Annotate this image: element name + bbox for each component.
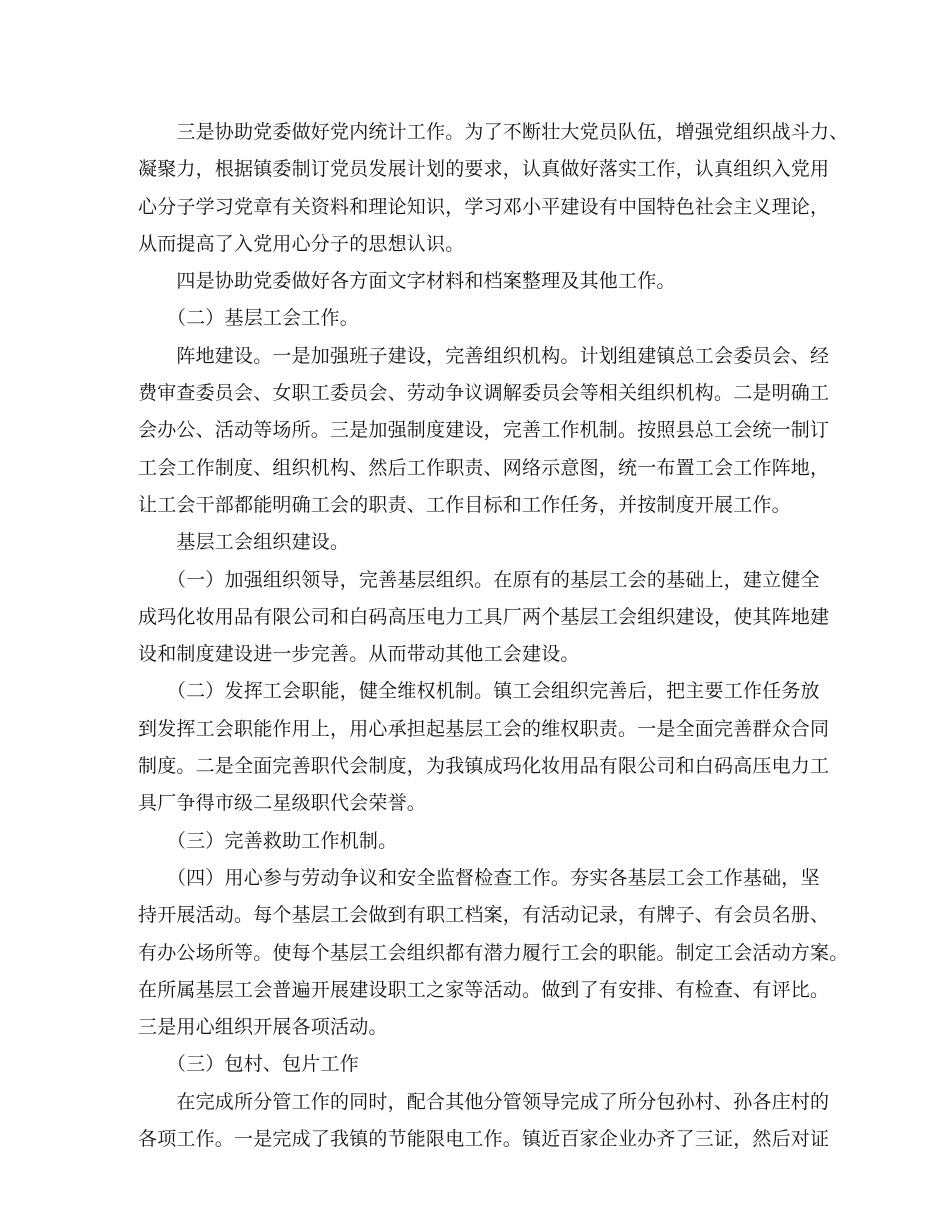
text-line: 让工会干部都能明确工会的职责、工作目标和工作任务，并按制度开展工作。 [138,493,791,516]
text-line: 有办公场所等。使每个基层工会组织都有潜力履行工会的职能。制定工会活动方案。 [138,941,849,964]
text-line: 从而提高了入党用心分子的思想认识。 [138,232,465,255]
text-line: （四）用心参与劳动争议和安全监督检查工作。夯实各基层工会工作基础，坚 [138,866,820,889]
text-line: 成玛化妆用品有限公司和白码高压电力工具厂两个基层工会组织建设，使其阵地建 [138,605,830,628]
text-line: 在完成所分管工作的同时，配合其他分管领导完成了所分包孙村、孙各庄村的 [138,1090,830,1113]
text-line: 在所属基层工会普遍开展建设职工之家等活动。做到了有安排、有检查、有评比。 [138,978,830,1001]
text-line: （二）发挥工会职能，健全维权机制。镇工会组织完善后，把主要工作任务放 [138,680,820,703]
document-body [138,114,849,1158]
text-line: 费审查委员会、女职工委员会、劳动争议调解委员会等相关组织机构。二是明确工 [138,382,830,405]
section-heading: （三）包村、包片工作 [138,1053,359,1076]
text-line: 工会工作制度、组织机构、然后工作职责、网络示意图，统一布置工会工作阵地， [138,456,830,479]
text-line: 心分子学习党章有关资料和理论知识，学习邓小平建设有中国特色社会主义理论， [138,195,830,218]
text-line: 各项工作。一是完成了我镇的节能限电工作。镇近百家企业办齐了三证，然后对证 [138,1128,830,1151]
text-line: 四是协助党委做好各方面文字材料和档案整理及其他工作。 [138,270,676,293]
text-line: 阵地建设。一是加强班子建设，完善组织机构。计划组建镇总工会委员会、经 [138,344,830,367]
section-heading: （二）基层工会工作。 [138,307,359,330]
text-line: 制度。二是全面完善职代会制度，为我镇成玛化妆用品有限公司和白码高压电力工 [138,755,830,778]
text-line: 凝聚力，根据镇委制订党员发展计划的要求，认真做好落实工作，认真组织入党用 [138,158,830,181]
text-line: 三是协助党委做好党内统计工作。为了不断壮大党员队伍，增强党组织战斗力、 [138,121,849,143]
section-heading: （三）完善救助工作机制。 [138,829,398,852]
text-line: （一）加强组织领导，完善基层组织。在原有的基层工会的基础上，建立健全 [138,568,820,591]
text-line: 设和制度建设进一步完善。从而带动其他工会建设。 [138,643,580,666]
text-line: 到发挥工会职能作用上，用心承担起基层工会的维权职责。一是全面完善群众合同 [138,717,830,740]
text-line: 持开展活动。每个基层工会做到有职工档案，有活动记录，有牌子、有会员名册、 [138,904,830,927]
text-line: 具厂争得市级二星级职代会荣誉。 [138,792,427,815]
text-line: 三是用心组织开展各项活动。 [138,1016,388,1039]
text-line: 会办公、活动等场所。三是加强制度建设，完善工作机制。按照县总工会统一制订 [138,419,830,442]
section-heading: 基层工会组织建设。 [138,531,350,554]
